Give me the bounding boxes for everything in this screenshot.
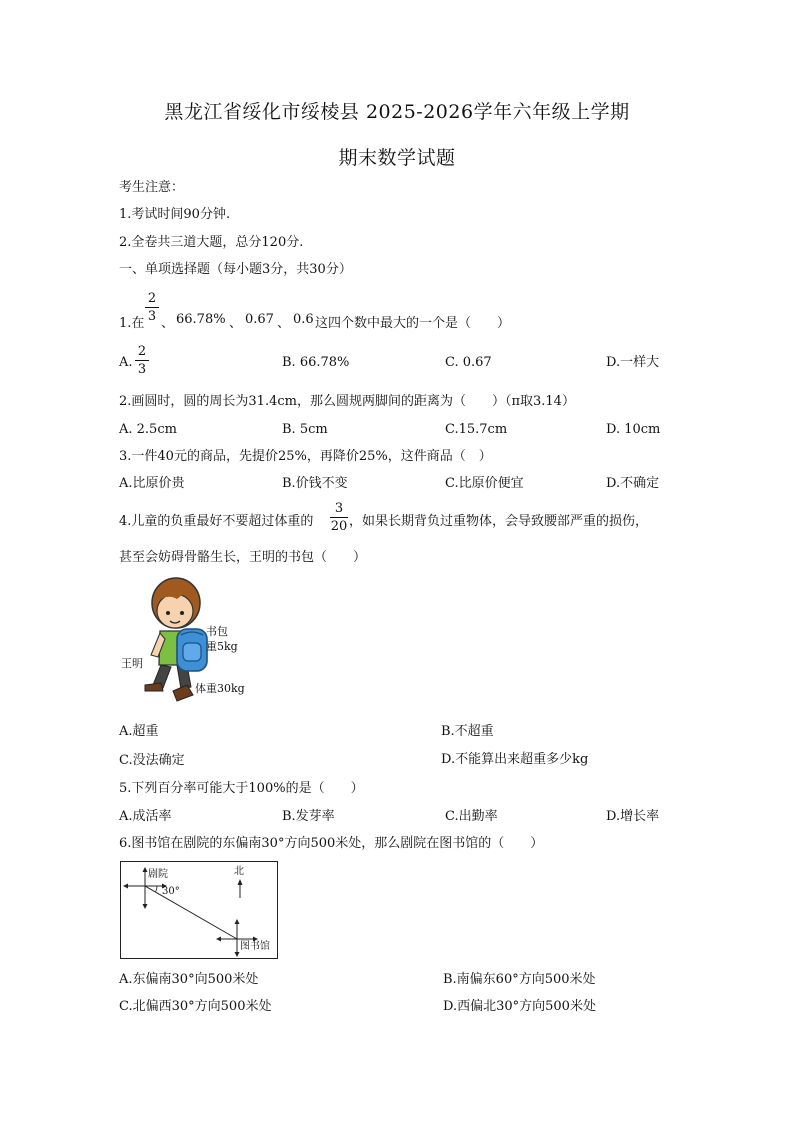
fraction-bar <box>135 360 149 361</box>
fig-bag-weight: 重5kg <box>206 640 238 653</box>
diagram-north-label: 北 <box>234 866 244 877</box>
q1-option-a-fraction[interactable] <box>135 344 149 377</box>
q4-option-b[interactable]: B.不超重 <box>441 724 494 739</box>
q2-option-b[interactable]: B. 5cm <box>282 422 328 437</box>
q1-separator: 、 <box>161 316 175 331</box>
document-subtitle: 期末数学试题 <box>338 147 456 169</box>
diagram-library-label: 图书馆 <box>240 941 270 952</box>
q3-option-c[interactable]: C.比原价便宜 <box>445 476 524 491</box>
q4-option-c[interactable]: C.没法确定 <box>119 753 185 768</box>
q2-option-c[interactable]: C.15.7cm <box>445 422 508 437</box>
fraction-bar <box>145 307 159 308</box>
q2-option-d[interactable]: D. 10cm <box>606 422 661 437</box>
q1-option-a-numerator: 2 <box>137 344 147 359</box>
q5-option-b[interactable]: B.发芽率 <box>282 809 335 824</box>
document-title: 黑龙江省绥化市绥棱县 2025-2026学年六年级上学期 <box>164 101 630 123</box>
diagram-theater-label: 剧院 <box>148 869 168 880</box>
q3-option-b[interactable]: B.价钱不变 <box>282 476 348 491</box>
q6-option-a[interactable]: A.东偏南30°向500米处 <box>119 972 259 987</box>
q5-stem: 5.下列百分率可能大于100%的是（ ） <box>119 781 364 796</box>
q1-option-c[interactable]: C. 0.67 <box>445 355 492 370</box>
q4-fraction-denominator: 20 <box>330 519 348 534</box>
q1-option-a-label[interactable]: A. <box>119 355 133 370</box>
q1-option-a-denominator: 3 <box>137 362 147 377</box>
q1-fraction <box>145 291 159 324</box>
q4-option-a[interactable]: A.超重 <box>119 724 159 739</box>
q1-separator: 、 <box>229 316 243 331</box>
q1-separator: 、 <box>277 316 291 331</box>
q4-option-d[interactable]: D.不能算出来超重多少kg <box>441 752 589 767</box>
q6-option-c[interactable]: C.北偏西30°方向500米处 <box>119 999 272 1014</box>
q6-option-d[interactable]: D.西偏北30°方向500米处 <box>443 999 596 1014</box>
fig-body-weight: 体重30kg <box>195 682 245 695</box>
q6-option-b[interactable]: B.南偏东60°方向500米处 <box>443 972 596 987</box>
q4-stem-line2: 甚至会妨碍骨骼生长，王明的书包（ ） <box>119 550 367 565</box>
q5-option-d[interactable]: D.增长率 <box>606 809 660 824</box>
q4-fraction-numerator: 3 <box>334 501 344 516</box>
q1-option-b[interactable]: B. 66.78% <box>282 355 350 370</box>
q4-stem-part1: 4.儿童的负重最好不要超过体重的 <box>119 514 314 529</box>
q1-fraction-numerator: 2 <box>147 291 157 306</box>
q1-value-decimal: 0.67 <box>245 312 274 327</box>
q5-option-a[interactable]: A.成活率 <box>119 809 172 824</box>
q3-option-a[interactable]: A.比原价贵 <box>119 476 185 491</box>
fraction-bar <box>330 517 348 518</box>
q4-stem-part2: ，如果长期背负过重物体，会导致腰部严重的损伤， <box>349 514 649 529</box>
q1-prefix: 1.在 <box>119 316 145 331</box>
q1-option-d[interactable]: D.一样大 <box>606 355 660 370</box>
notice-item-1: 1.考试时间90分钟. <box>119 207 231 222</box>
q4-fraction <box>330 501 348 534</box>
q3-option-d[interactable]: D.不确定 <box>606 476 660 491</box>
q1-suffix: 这四个数中最大的一个是（ ） <box>315 316 511 331</box>
q6-stem: 6.图书馆在剧院的东偏南30°方向500米处，那么剧院在图书馆的（ ） <box>119 836 544 851</box>
q3-stem: 3.一件40元的商品，先提价25%，再降价25%，这件商品（ ） <box>119 449 492 464</box>
q2-stem: 2.画圆时，圆的周长为31.4cm，那么圆规两脚间的距离为（ ）（π取3.14） <box>119 394 575 409</box>
notice-item-2: 2.全卷共三道大题，总分120分. <box>119 235 304 250</box>
fig-bag-label: 书包 <box>206 625 228 638</box>
q1-value-repeating: 0.6 <box>293 312 314 327</box>
q5-option-c[interactable]: C.出勤率 <box>445 809 498 824</box>
diagram-angle-label: 30° <box>162 886 180 897</box>
fig-name: 王明 <box>121 657 143 670</box>
section-heading: 一、单项选择题（每小题3分，共30分） <box>119 262 352 277</box>
q1-value-percent: 66.78% <box>176 312 226 327</box>
q2-option-a[interactable]: A. 2.5cm <box>119 422 177 437</box>
notice-heading: 考生注意： <box>119 180 185 195</box>
q1-fraction-denominator: 3 <box>147 309 157 324</box>
